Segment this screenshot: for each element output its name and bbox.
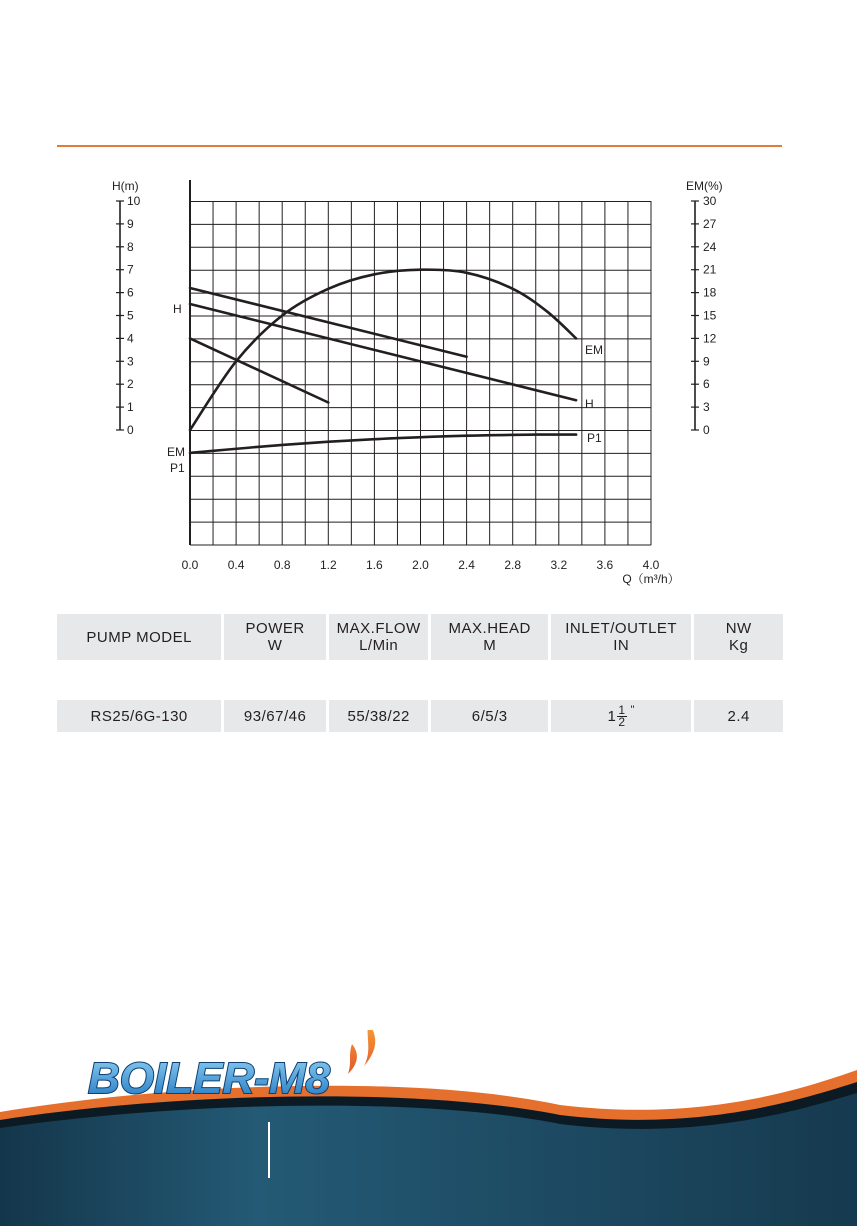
left-tick-label: 6 <box>127 285 134 300</box>
pump-performance-chart <box>0 0 857 600</box>
right-tick-label: 30 <box>703 194 717 208</box>
left-tick-label: 3 <box>127 354 134 369</box>
header-weight-unit: Kg <box>729 637 749 654</box>
header-power <box>224 614 326 660</box>
curve-label-h-left: H <box>173 302 182 316</box>
right-tick-label: 27 <box>703 216 717 231</box>
inlet-size-denominator: 2 <box>618 714 626 729</box>
spec-table-header <box>57 614 783 660</box>
right-axis-title: EM(%) <box>686 179 723 193</box>
curve-label-em-left: EM <box>167 445 185 459</box>
inlet-size-fraction <box>607 702 635 729</box>
left-tick-label: 1 <box>127 400 134 415</box>
header-max-head-unit: M <box>483 637 497 654</box>
logo-flame-icon <box>348 1030 375 1074</box>
inlet-size-fraction-part <box>617 702 626 729</box>
left-tick-label: 9 <box>127 216 134 231</box>
logo-text: BOILER-M8 <box>88 1054 330 1103</box>
header-power-unit: W <box>267 637 283 654</box>
left-axis-title: H(m) <box>112 179 139 193</box>
left-tick-label: 2 <box>127 377 134 392</box>
x-tick-label: 3.6 <box>596 558 614 572</box>
p1-power-curve <box>190 435 576 453</box>
x-tick-label: 2.4 <box>458 558 475 572</box>
em-efficiency-curve <box>190 270 576 430</box>
header-max-head <box>431 614 548 660</box>
curve-label-h-right: H <box>585 397 594 411</box>
x-tick-label: 2.8 <box>504 558 522 572</box>
x-tick-label: 1.6 <box>366 558 383 572</box>
left-tick-label: 10 <box>127 194 141 208</box>
header-weight-label: NW <box>725 620 752 637</box>
header-max-flow <box>329 614 429 660</box>
left-tick-label: 5 <box>127 308 134 323</box>
header-inlet-outlet-label: INLET/OUTLET <box>565 620 678 637</box>
left-tick-label: 8 <box>127 239 134 254</box>
header-weight <box>694 614 783 660</box>
inlet-size-numerator: 1 <box>618 702 626 717</box>
header-pump-model-label: PUMP MODEL <box>86 628 192 646</box>
cell-head: 6/5/3 <box>431 700 548 732</box>
right-tick-label: 3 <box>703 400 710 415</box>
curve-label-p1-right: P1 <box>587 431 602 445</box>
x-tick-label: 0.8 <box>273 558 291 572</box>
header-pump-model <box>57 614 221 660</box>
header-max-head-label: MAX.HEAD <box>448 620 531 637</box>
inlet-size-whole: 1 <box>607 707 617 725</box>
x-tick-label: 0.0 <box>181 558 199 572</box>
left-tick-label: 4 <box>127 331 134 346</box>
curve-label-p1-left: P1 <box>170 461 185 475</box>
x-axis-label: Q（m³/h） <box>622 572 680 586</box>
x-tick-label: 4.0 <box>642 558 660 572</box>
header-inlet-outlet <box>551 614 691 660</box>
left-tick-label: 0 <box>127 423 134 437</box>
cell-power: 93/67/46 <box>224 700 326 732</box>
footer-separator <box>268 1122 270 1178</box>
inlet-size-unit: " <box>630 703 635 716</box>
right-tick-label: 6 <box>703 377 710 392</box>
cell-inlet-outlet <box>551 700 691 732</box>
x-tick-label: 3.2 <box>550 558 568 572</box>
left-tick-label: 7 <box>127 262 134 277</box>
table-row <box>57 700 783 732</box>
right-tick-label: 9 <box>703 354 710 369</box>
right-tick-label: 12 <box>703 331 717 346</box>
cell-model: RS25/6G-130 <box>57 700 221 732</box>
right-tick-label: 18 <box>703 285 717 300</box>
right-tick-label: 15 <box>703 308 717 323</box>
x-tick-label: 1.2 <box>319 558 337 572</box>
x-tick-label: 0.4 <box>227 558 245 572</box>
right-tick-label: 24 <box>703 239 717 254</box>
cell-flow: 55/38/22 <box>329 700 429 732</box>
right-tick-label: 0 <box>703 423 710 437</box>
h-curve-mid <box>190 304 576 400</box>
footer-banner <box>0 1030 857 1226</box>
header-max-flow-unit: L/Min <box>359 637 399 654</box>
header-inlet-outlet-unit: IN <box>613 637 630 654</box>
x-tick-label: 2.0 <box>412 558 429 572</box>
curve-label-em-right: EM <box>585 343 603 357</box>
header-max-flow-label: MAX.FLOW <box>336 620 421 637</box>
right-tick-label: 21 <box>703 262 717 277</box>
header-power-label: POWER <box>245 620 305 637</box>
cell-weight: 2.4 <box>694 700 783 732</box>
